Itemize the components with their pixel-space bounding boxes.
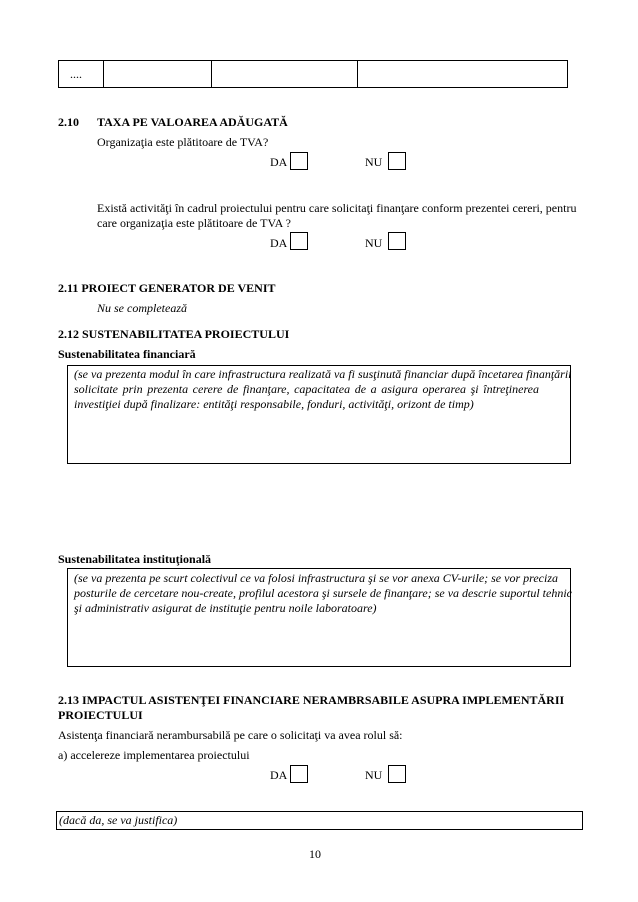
financial-sustainability-textbox[interactable] — [67, 365, 571, 464]
financial-hint-line3: investiţiei după finalizare: entităţi responsabile, fonduri, activităţi, orizont de timp) — [74, 397, 474, 411]
financial-hint-line1: (se va prezenta modul în care infrastructura realizată va fi susţinută financiar după încetarea finanţării — [74, 367, 572, 381]
nu-label: NU — [365, 155, 383, 169]
activities-nu-checkbox[interactable] — [388, 232, 406, 250]
section-2-10-number: 2.10 — [58, 115, 79, 129]
section-2-13-title-line1: 2.13 IMPACTUL ASISTENŢEI FINANCIARE NERAMBRSABILE ASUPRA IMPLEMENTĂRII — [58, 693, 565, 707]
section-2-13-intro: Asistenţa financiară nerambursabilă pe care o solicitaţi va avea rolul să: — [58, 728, 403, 742]
justification-textbox[interactable] — [56, 811, 583, 830]
vat-da-checkbox[interactable] — [290, 152, 308, 170]
financial-hint-line2: solicitate prin prezenta cerere de finanţare, capacitatea de a asigura operarea şi întreţinerea — [74, 382, 540, 396]
table-cell[interactable] — [104, 61, 212, 87]
item-a-text: a) accelereze implementarea proiectului — [58, 748, 250, 762]
vat-question: Organizaţia este plătitoare de TVA? — [97, 135, 269, 149]
section-2-11-note: Nu se completează — [97, 301, 187, 315]
vat-nu-checkbox[interactable] — [388, 152, 406, 170]
institutional-hint-line2: posturile de cercetare nou-create, profilul acestora şi sursele de finanţare; se va descrie suportul tehnic — [74, 586, 573, 600]
section-2-10-title: TAXA PE VALOAREA ADĂUGATĂ — [97, 115, 288, 129]
accelerate-da-checkbox[interactable] — [290, 765, 308, 783]
financial-sustainability-heading: Sustenabilitatea financiară — [58, 347, 196, 361]
institutional-sustainability-heading: Sustenabilitatea instituţională — [58, 552, 212, 566]
nu-label: NU — [365, 236, 383, 250]
section-2-13-title-line2: PROIECTULUI — [58, 708, 143, 722]
da-label: DA — [270, 155, 288, 169]
institutional-hint-line3: şi administrativ asigurat de instituţie pentru noile laboratoare) — [74, 601, 377, 615]
section-2-12-title: 2.12 SUSTENABILITATEA PROIECTULUI — [58, 327, 290, 341]
section-2-11-title: 2.11 PROIECT GENERATOR DE VENIT — [58, 281, 276, 295]
table-cell-text: .... — [70, 67, 82, 81]
da-label: DA — [270, 236, 288, 250]
table-cell[interactable] — [358, 61, 567, 87]
activities-da-checkbox[interactable] — [290, 232, 308, 250]
institutional-hint-line1: (se va prezenta pe scurt colectivul ce va folosi infrastructura şi se vor anexa CV-urile; se vor preciza — [74, 571, 559, 585]
page-number: 10 — [309, 847, 321, 861]
da-label: DA — [270, 768, 288, 782]
table-cell — [59, 61, 104, 87]
accelerate-nu-checkbox[interactable] — [388, 765, 406, 783]
justification-hint: (dacă da, se va justifica) — [59, 813, 178, 827]
activities-question-line2: care organizaţia este plătitoare de TVA ? — [97, 216, 291, 230]
institutional-sustainability-textbox[interactable] — [67, 568, 571, 667]
table-cell[interactable] — [212, 61, 358, 87]
top-table-row — [58, 60, 568, 88]
nu-label: NU — [365, 768, 383, 782]
activities-question-line1: Există activităţi în cadrul proiectului pentru care solicitaţi finanţare conform prezentei cereri, pentru — [97, 201, 577, 215]
